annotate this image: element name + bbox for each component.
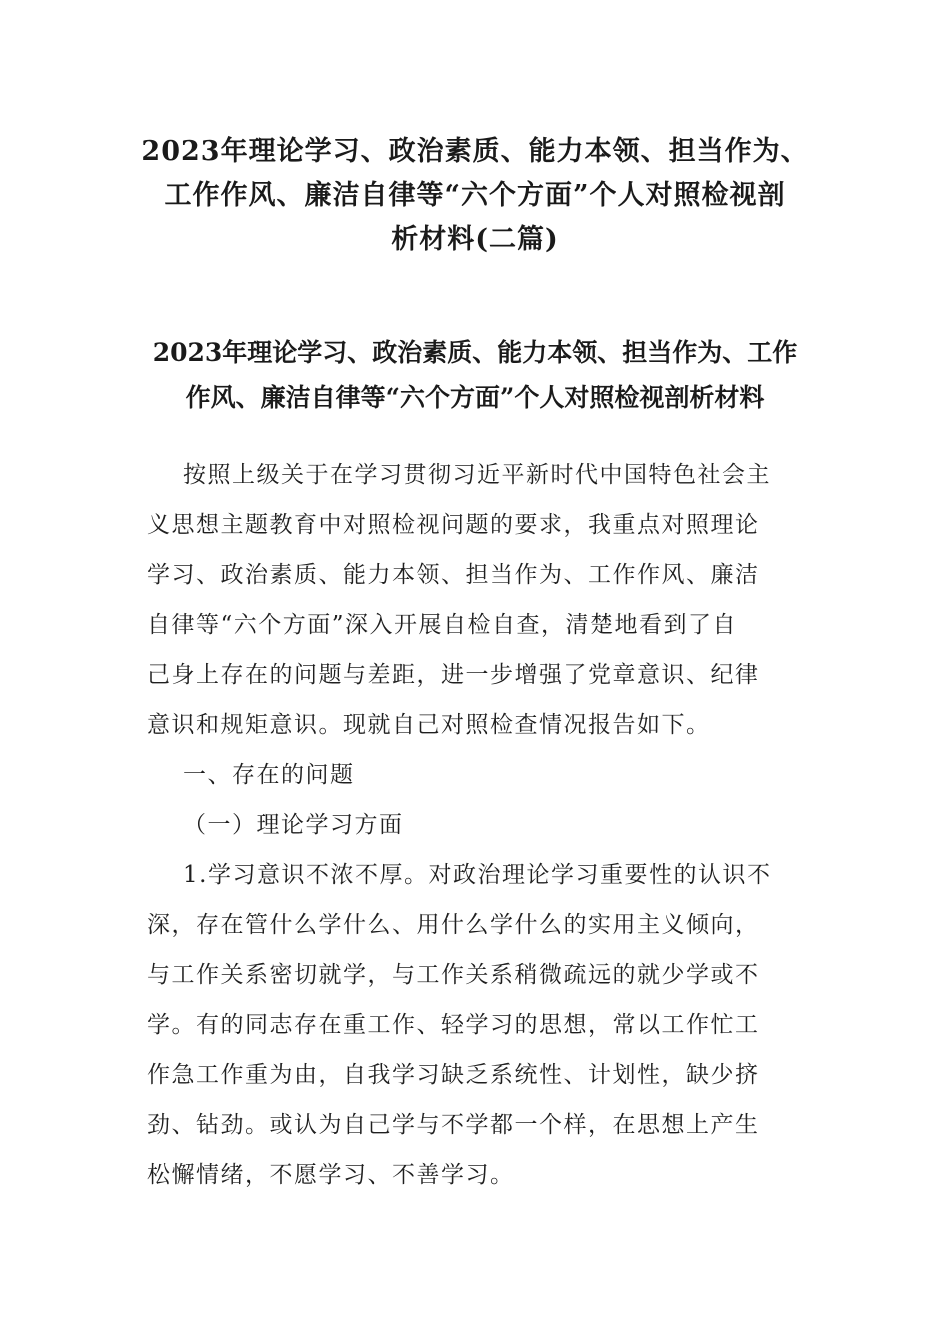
paragraph-intro-line: 自律等“六个方面”深入开展自检自查，清楚地看到了自 [147,612,738,638]
paragraph-item-1-line: 作急工作重为由，自我学习缺乏系统性、计划性，缺少挤 [147,1062,760,1088]
main-title-line: 2023年理论学习、政治素质、能力本领、担当作为、 [141,136,809,167]
paragraph-item-1-line: 松懈情绪，不愿学习、不善学习。 [147,1162,515,1188]
heading-problems: 一、存在的问题 [183,762,355,788]
document-main-title [130,130,820,262]
paragraph-intro-line: 学习、政治素质、能力本领、担当作为、工作作风、廉洁 [147,562,760,588]
paragraph-intro-line: 己身上存在的问题与差距，进一步增强了党章意识、纪律 [147,662,760,688]
paragraph-intro-line: 意识和规矩意识。现就自己对照检查情况报告如下。 [147,712,711,738]
main-title-line: 析材料(二篇) [391,224,559,255]
paragraph-item-1-line: 学。有的同志存在重工作、轻学习的思想，常以工作忙工 [147,1012,760,1038]
main-title-line: 工作作风、廉洁自律等“六个方面”个人对照检视剖 [164,180,786,211]
paragraph-intro-line: 按照上级关于在学习贯彻习近平新时代中国特色社会主 [183,462,771,488]
document-section-title [130,330,820,420]
paragraph-intro-line: 义思想主题教育中对照检视问题的要求，我重点对照理论 [147,512,760,538]
subheading-theory-study: （一）理论学习方面 [183,812,404,838]
section-title-line: 2023年理论学习、政治素质、能力本领、担当作为、工作 [152,338,798,367]
section-title-line: 作风、廉洁自律等“六个方面”个人对照检视剖析材料 [185,383,765,412]
paragraph-item-1-line: 深，存在管什么学什么、用什么学什么的实用主义倾向， [147,912,760,938]
paragraph-item-1-line: 1.学习意识不浓不厚。对政治理论学习重要性的认识不 [183,862,772,888]
paragraph-item-1-line: 劲、钻劲。或认为自己学与不学都一个样，在思想上产生 [147,1112,760,1138]
paragraph-item-1-line: 与工作关系密切就学，与工作关系稍微疏远的就少学或不 [147,962,760,988]
